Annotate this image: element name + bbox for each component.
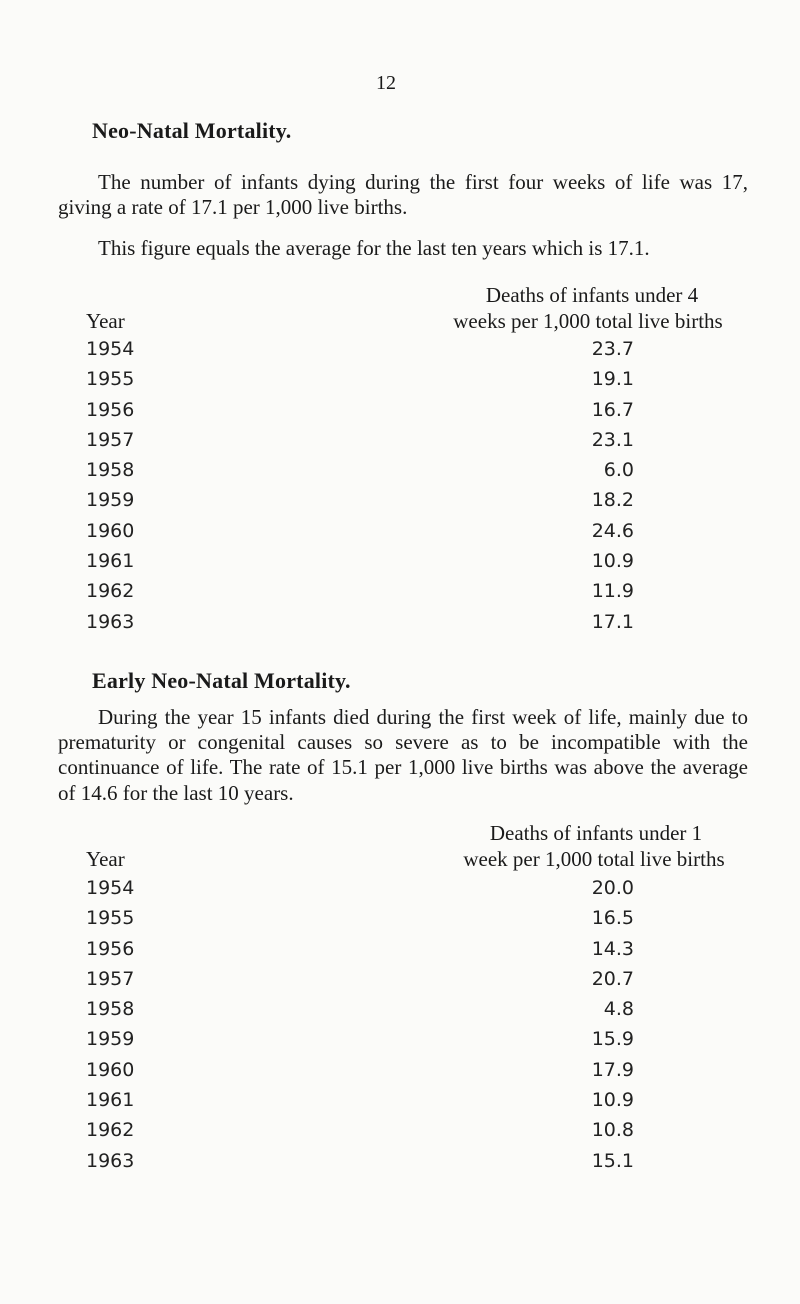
row-year: 1961 (86, 1089, 135, 1112)
table-row (86, 580, 686, 610)
page-number: 12 (376, 72, 396, 94)
row-value: 6.0 (603, 459, 634, 482)
row-value: 14.3 (591, 937, 634, 960)
row-value: 15.1 (591, 1149, 634, 1172)
row-year: 1957 (86, 428, 135, 451)
table-row (86, 938, 686, 968)
value-column-header-line1: Deaths of infants under 1 (489, 821, 703, 845)
row-year: 1963 (86, 1149, 135, 1172)
early-neo-natal-paragraph: During the year 15 infants died during the first week of life, mainly due to prematurity or congenital causes so severe as to be incompatible with the continuance of life. The rate of 15.1 per 1,000 live births was above the average of 14.6 for the last 10 years. (58, 705, 748, 805)
row-year: 1956 (86, 937, 135, 960)
row-year: 1958 (86, 459, 135, 482)
row-year: 1954 (86, 877, 135, 899)
table-row (86, 338, 686, 368)
row-year: 1956 (86, 398, 135, 421)
row-value: 20.7 (591, 967, 634, 990)
table-row (86, 968, 686, 998)
table-row (86, 368, 686, 398)
row-year: 1962 (86, 580, 135, 603)
value-column-header-line2: weeks per 1,000 total live births (453, 309, 723, 333)
table-row (86, 1089, 686, 1119)
table-row (86, 550, 686, 580)
table-row (86, 399, 686, 429)
row-year: 1957 (86, 967, 135, 990)
section-heading-early-neo-natal: Early Neo-Natal Mortality. (92, 668, 351, 693)
row-year: 1963 (86, 610, 135, 633)
row-value: 23.7 (591, 338, 634, 360)
table-row (86, 907, 686, 937)
row-value: 10.8 (591, 1119, 634, 1142)
table-row (86, 429, 686, 459)
row-year: 1955 (86, 907, 135, 930)
table-row (86, 1150, 686, 1180)
neo-natal-paragraph-1: The number of infants dying during the first four weeks of life was 17, giving a rate of 17.1 per 1,000 live births. (58, 170, 748, 219)
table-row (86, 611, 686, 641)
row-value: 16.7 (591, 398, 634, 421)
row-year: 1959 (86, 489, 135, 512)
row-value: 10.9 (591, 1089, 634, 1112)
row-year: 1958 (86, 998, 135, 1021)
table-row (86, 520, 686, 550)
row-value: 17.1 (591, 610, 634, 633)
table-row (86, 459, 686, 489)
row-value: 10.9 (591, 550, 634, 573)
value-column-header-line1: Deaths of infants under 4 (485, 283, 699, 307)
row-year: 1955 (86, 368, 135, 391)
row-value: 11.9 (591, 580, 634, 603)
row-value: 19.1 (591, 368, 634, 391)
row-year: 1962 (86, 1119, 135, 1142)
row-year: 1960 (86, 519, 135, 542)
table-row (86, 1028, 686, 1058)
row-value: 24.6 (591, 519, 634, 542)
table-row (86, 877, 686, 907)
row-value: 15.9 (591, 1028, 634, 1051)
row-value: 16.5 (591, 907, 634, 930)
table-row (86, 489, 686, 519)
neo-natal-table-body (86, 338, 686, 641)
row-value: 23.1 (591, 428, 634, 451)
early-neo-natal-table-body (86, 877, 686, 1180)
row-year: 1960 (86, 1058, 135, 1081)
row-value: 17.9 (591, 1058, 634, 1081)
table-row (86, 998, 686, 1028)
table-row (86, 1059, 686, 1089)
section-heading-neo-natal: Neo-Natal Mortality. (92, 118, 292, 143)
value-column-header-line2: week per 1,000 total live births (463, 847, 725, 871)
row-year: 1954 (86, 338, 135, 360)
year-column-header: Year (86, 847, 125, 871)
neo-natal-paragraph-2: This figure equals the average for the last ten years which is 17.1. (98, 236, 650, 260)
table-row (86, 1119, 686, 1149)
row-value: 20.0 (591, 877, 634, 899)
row-year: 1961 (86, 550, 135, 573)
row-value: 18.2 (591, 489, 634, 512)
year-column-header: Year (86, 309, 125, 333)
row-value: 4.8 (603, 998, 634, 1021)
row-year: 1959 (86, 1028, 135, 1051)
